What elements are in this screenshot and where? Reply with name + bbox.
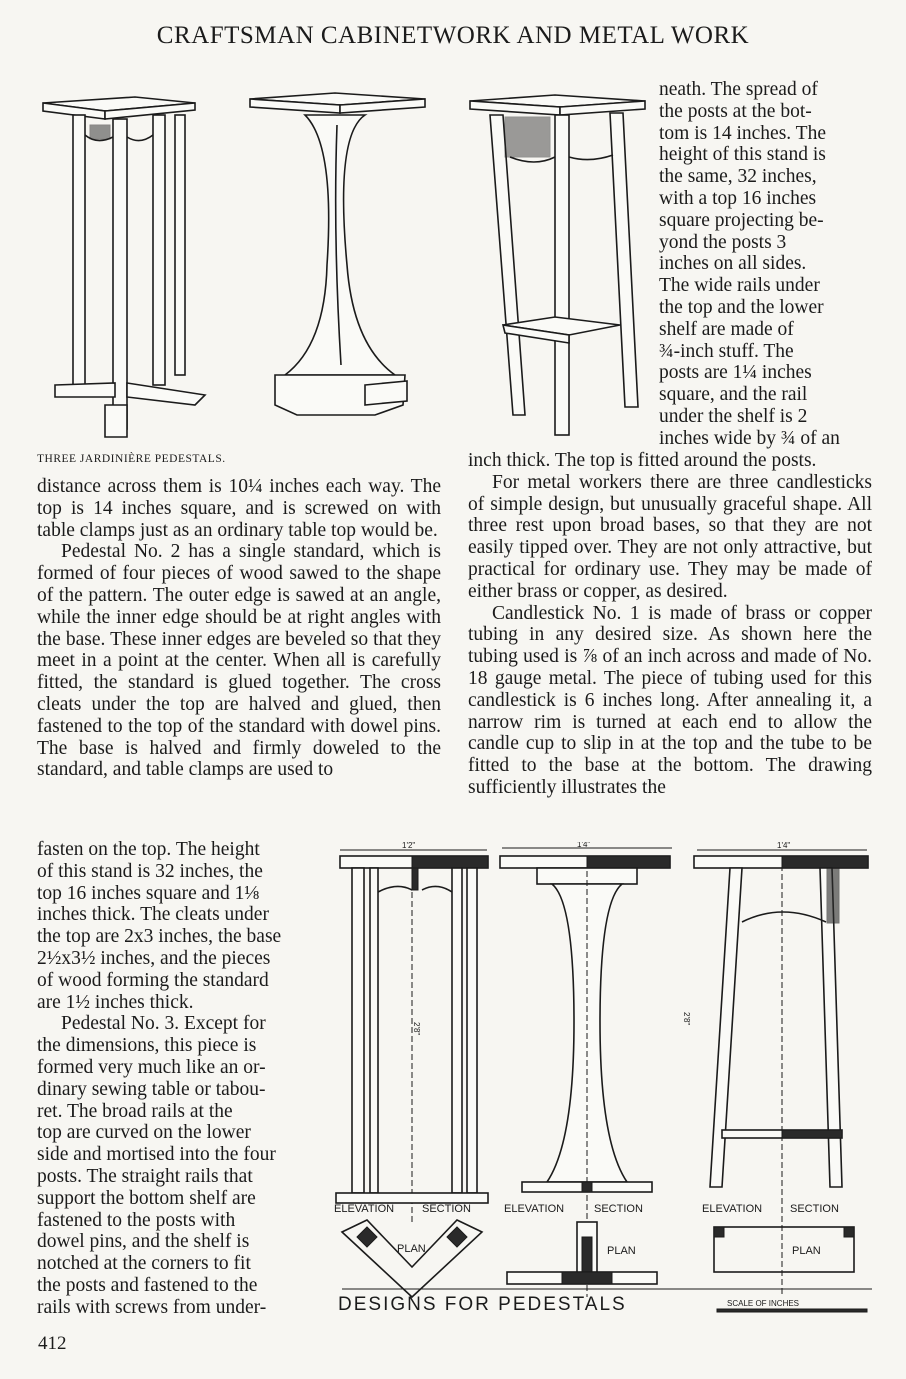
right-column-top: [659, 79, 873, 450]
paragraph: Candlestick No. 1 is made of brass or copper tubing in any desired size. As shown here the tubing used is ⅞ of an inch across and made of No. 18 gauge metal. The piece of tubing used for this candlestick is 6 inches long. After annealing it, a narrow rim is turned at each end to allow the candle cup to slip in at the top and the tube to be fitted to the base at the bottom. The drawing sufficiently illustrates the: [468, 602, 872, 798]
pedestal-designs-drawing: [332, 842, 872, 1320]
text-line: 2½x3½ inches, and the pieces: [37, 947, 271, 969]
text-line: ¾-inch stuff. The: [659, 340, 794, 362]
text-line: notched at the corners to fit: [37, 1253, 251, 1275]
text-line: square projecting be-: [659, 209, 824, 231]
label-section: SECTION: [790, 1203, 839, 1215]
text-line: inches thick. The cleats under: [37, 904, 269, 926]
pedestal-2-drawing: [250, 93, 425, 415]
text-line: inches on all sides.: [659, 253, 807, 275]
label-plan: PLAN: [792, 1245, 821, 1257]
text-line: square, and the rail: [659, 384, 808, 406]
text-line: neath. The spread of: [659, 79, 818, 100]
text-line: top 16 inches square and 1⅛: [37, 882, 260, 904]
label-elevation: ELEVATION: [504, 1203, 565, 1215]
text-line: top are curved on the lower: [37, 1122, 251, 1144]
text-line: the top are 2x3 inches, the base: [37, 926, 282, 948]
text-line: fastened to the posts with: [37, 1209, 236, 1231]
text-line: the same, 32 inches,: [659, 166, 817, 188]
text-line: the posts and fastened to the: [37, 1274, 258, 1296]
text-line: the posts at the bot-: [659, 100, 812, 122]
label-section: SECTION: [422, 1203, 471, 1215]
text-line: posts. The straight rails that: [37, 1165, 253, 1187]
right-column-main: [468, 450, 872, 799]
text-line: under the shelf is 2: [659, 405, 808, 427]
text-line: formed very much like an or-: [37, 1056, 266, 1078]
label-elevation: ELEVATION: [702, 1203, 763, 1215]
paragraph: For metal workers there are three candlesticks of simple design, but unusually graceful shape. All three rest upon broad bases, so that they are not easily tipped over. They are not only attractive, but practical for ordinary use. They may be made of either brass or copper, as desired.: [468, 471, 872, 602]
drawing-title: DESIGNS FOR PEDESTALS: [338, 1294, 627, 1315]
text-line: Pedestal No. 3. Except for: [61, 1013, 266, 1035]
label-section: SECTION: [594, 1203, 643, 1215]
text-line: are 1½ inches thick.: [37, 991, 194, 1013]
paragraph: Pedestal No. 2 has a single standard, which is formed of four pieces of wood sawed to the shape of the pattern. The outer edge is sawed at an angle, while the inner edge should be at right angles with the base. These inner edges are beveled so that they meet in a point at the center. When all is carefully fitted, the standard is glued together. The cross cleats under the top are halved and glued, then fastened to the top of the standard with dowel pins. The base is halved and firmly doweled to the standard, and table clamps are used to: [37, 541, 441, 781]
text-line: of wood forming the standard: [37, 969, 269, 991]
scale-label: SCALE OF INCHES: [727, 1299, 800, 1308]
text-line: height of this stand is: [659, 144, 826, 166]
left-column-narrow: [37, 839, 329, 1319]
paragraph: distance across them is 10¼ inches each way. The top is 14 inches square, and is screwed on with table clamps just as an ordinary table top would be.: [37, 476, 441, 541]
text-line: of this stand is 32 inches, the: [37, 860, 263, 882]
text-line: ret. The broad rails at the: [37, 1100, 233, 1122]
dimension-label: 1'4": [577, 842, 591, 849]
text-line: with a top 16 inches: [659, 187, 817, 209]
text-line: dinary sewing table or tabou-: [37, 1078, 266, 1100]
text-line: shelf are made of: [659, 318, 794, 340]
dimension-label: 2'8": [682, 1012, 691, 1026]
text-line: side and mortised into the four: [37, 1144, 276, 1166]
text-line: rails with screws from under-: [37, 1296, 267, 1318]
text-line: inches wide by ¾ of an: [659, 427, 840, 449]
design-2: [500, 856, 670, 1297]
dimension-label: 1'2": [402, 842, 416, 850]
text-line: the dimensions, this piece is: [37, 1035, 257, 1057]
text-line: support the bottom shelf are: [37, 1187, 256, 1209]
label-plan: PLAN: [397, 1243, 426, 1255]
text-line: fasten on the top. The height: [37, 839, 260, 860]
page-number: 412: [38, 1333, 67, 1354]
text-line: tom is 14 inches. The: [659, 122, 826, 144]
pedestal-1-drawing: [43, 97, 205, 437]
pedestal-3-drawing: [470, 95, 645, 435]
text-line: posts are 1¼ inches: [659, 362, 812, 384]
text-line: dowel pins, and the shelf is: [37, 1231, 250, 1253]
page-title: CRAFTSMAN CABINETWORK AND METAL WORK: [156, 22, 750, 49]
text-line: the top and the lower: [659, 296, 824, 318]
left-column-main: [37, 476, 441, 781]
jardiniere-pedestals-illustration: [35, 85, 655, 450]
paragraph: inch thick. The top is fitted around the posts.: [468, 450, 817, 471]
label-plan: PLAN: [607, 1245, 636, 1257]
label-elevation: ELEVATION: [334, 1203, 395, 1215]
figure-caption: THREE JARDINIÈRE PEDESTALS.: [37, 453, 226, 465]
text-line: yond the posts 3: [659, 231, 787, 253]
dimension-label: 2'8": [412, 1022, 421, 1036]
dimension-label: 1'4": [777, 842, 791, 850]
design-3: [682, 856, 868, 1297]
text-line: The wide rails under: [659, 275, 820, 297]
design-1: [334, 856, 488, 1297]
